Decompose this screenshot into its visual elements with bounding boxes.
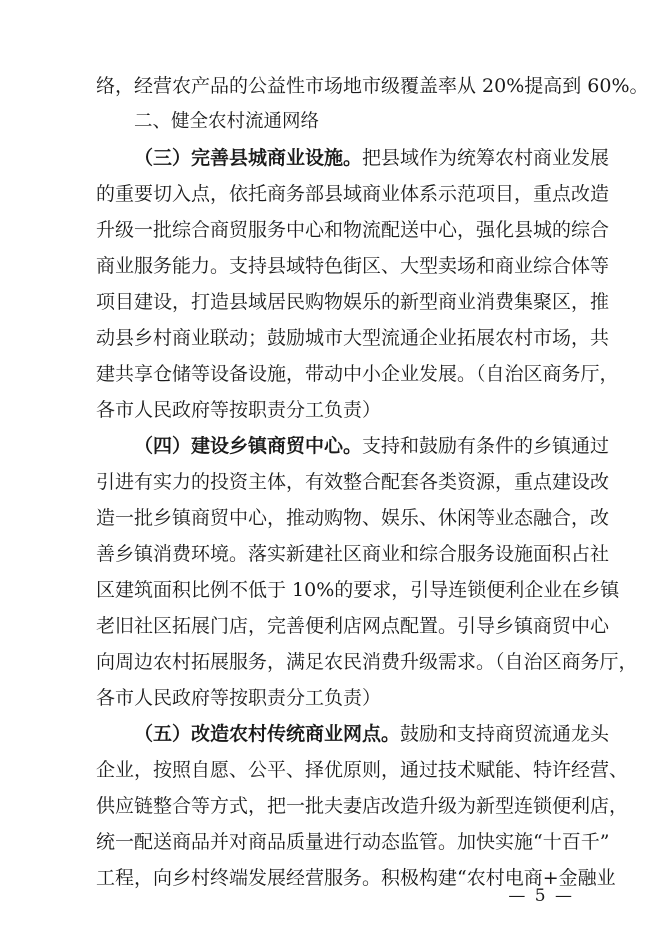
body-line: 供应链整合等方式，把一批夫妻店改造升级为新型连锁便利店，: [96, 795, 629, 817]
body-line: 建共享仓储等设备设施，带动中小企业发展。（自治区商务厅，: [96, 363, 619, 385]
body-line: 各市人民政府等按职责分工负责）: [96, 687, 382, 709]
paragraph-text: 鼓励和支持商贸流通龙头: [400, 723, 610, 745]
body-line: 升级一批综合商贸服务中心和物流配送中心，强化县城的综合: [96, 219, 610, 241]
body-line: 企业，按照自愿、公平、择优原则，通过技术赋能、特许经营、: [96, 759, 629, 781]
body-line: 造一批乡镇商贸中心，推动购物、娱乐、休闲等业态融合，改: [96, 507, 610, 529]
body-line: 动县乡村商业联动；鼓励城市大型流通企业拓展农村市场，共: [96, 327, 610, 349]
body-line: 向周边农村拓展服务，满足农民消费升级需求。（自治区商务厅，: [96, 651, 638, 673]
paragraph-line: [134, 718, 610, 750]
page-number: — 5 —: [508, 886, 574, 906]
section-heading: 二、健全农村流通网络: [134, 111, 320, 132]
body-line: 项目建设，打造县域居民购物娱乐的新型商业消费集聚区，推: [96, 291, 610, 313]
body-line: 引进有实力的投资主体，有效整合配套各类资源，重点建设改: [96, 471, 610, 493]
body-line: 老旧社区拓展门店，完善便利店网点配置。引导乡镇商贸中心: [96, 615, 610, 637]
body-line: 各市人民政府等按职责分工负责）: [96, 399, 382, 421]
paragraph-line: [134, 430, 610, 462]
subsection-title: （三）完善县城商业设施。: [134, 147, 363, 169]
body-line: 的重要切入点，依托商务部县域商业体系示范项目，重点改造: [96, 183, 610, 205]
body-line: 区建筑面积比例不低于 10%的要求，引导连锁便利企业在乡镇: [96, 579, 620, 601]
body-line: 络，经营农产品的公益性市场地市级覆盖率从 20%提高到 60%。: [96, 75, 649, 97]
body-line: 工程，向乡村终端发展经营服务。积极构建“农村电商+金融业: [96, 867, 616, 889]
paragraph-line: [134, 142, 610, 174]
subsection-title: （五）改造农村传统商业网点。: [134, 723, 401, 745]
paragraph-text: 支持和鼓励有条件的乡镇通过: [362, 435, 610, 457]
body-line: 善乡镇消费环境。落实新建社区商业和综合服务设施面积占社: [96, 543, 610, 565]
paragraph-text: 把县域作为统筹农村商业发展: [362, 147, 610, 169]
body-line: 商业服务能力。支持县域特色街区、大型卖场和商业综合体等: [96, 255, 610, 277]
subsection-title: （四）建设乡镇商贸中心。: [134, 435, 363, 457]
body-line: 统一配送商品并对商品质量进行动态监管。加快实施“十百千”: [96, 831, 610, 853]
